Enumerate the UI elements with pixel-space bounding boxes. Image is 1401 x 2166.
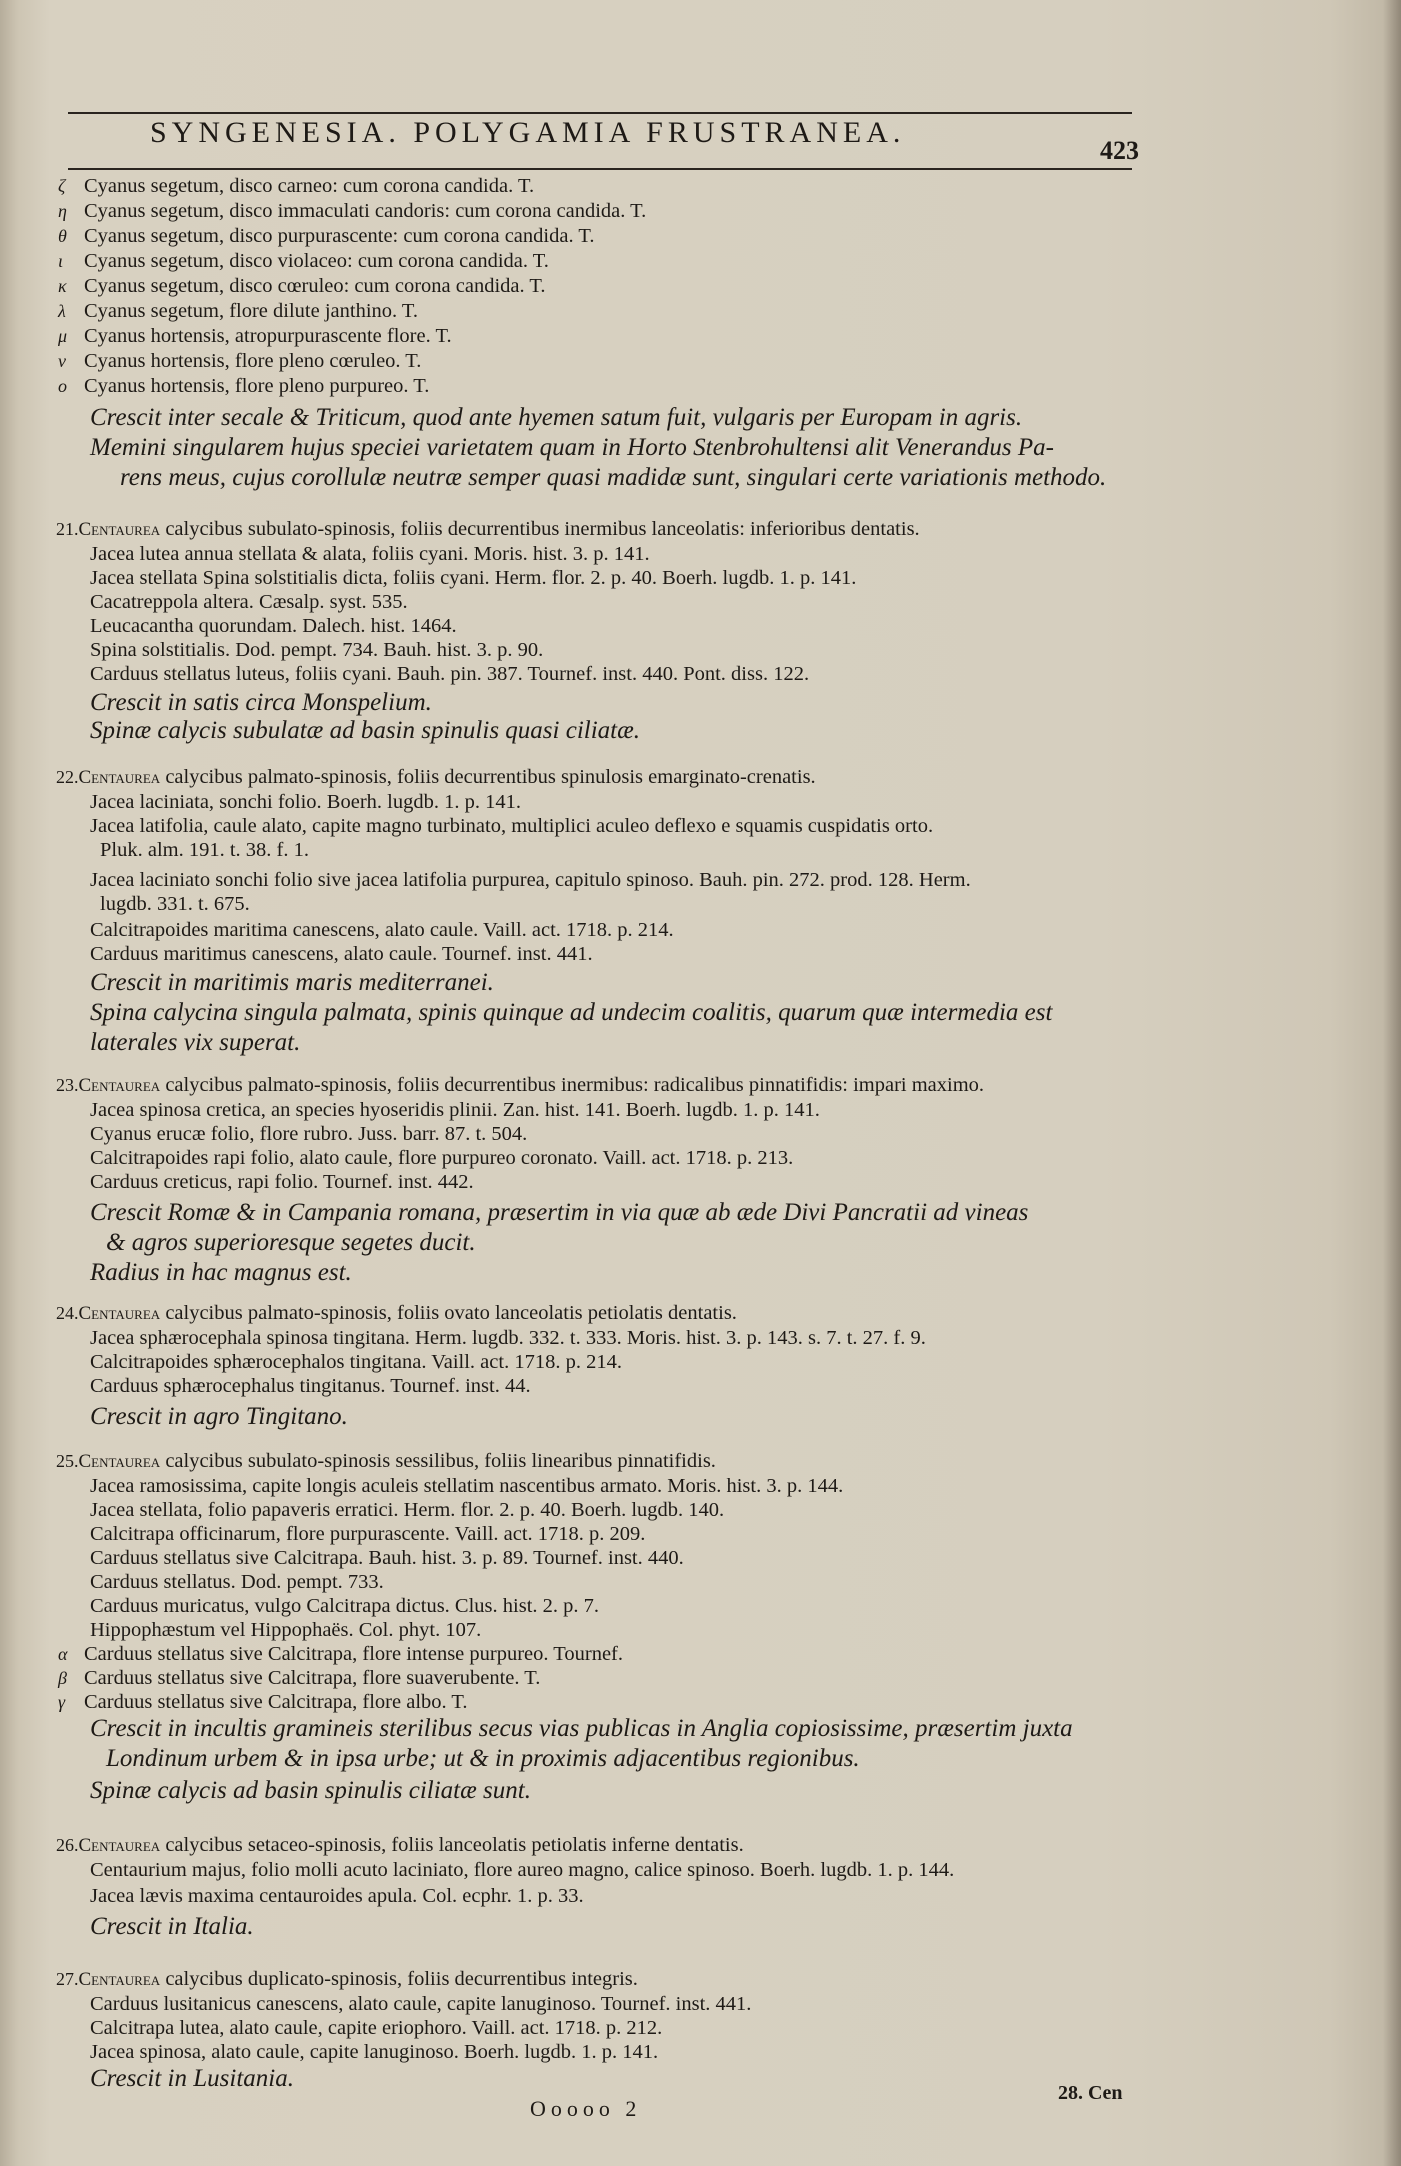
- species-heading: 21.Centaurea calycibus subulato-spinosis, foliis decurrentibus inermibus lanceolatis: inferioribus dentatis.: [56, 518, 920, 540]
- variety-line: θ Cyanus segetum, disco purpurascente: cum corona candida. T.: [58, 225, 595, 247]
- variety-line: β Carduus stellatus sive Calcitrapa, flore suaverubente. T.: [58, 1667, 541, 1689]
- species-heading: 22.Centaurea calycibus palmato-spinosis, foliis decurrentibus spinulosis emarginato-crenatis.: [56, 766, 816, 788]
- synonym-line: Carduus creticus, rapi folio. Tournef. inst. 442.: [90, 1171, 474, 1193]
- synonym-line: Jacea spinosa cretica, an species hyoseridis plinii. Zan. hist. 141. Boerh. lugdb. 1. p. 141.: [90, 1099, 820, 1121]
- variety-line: γ Carduus stellatus sive Calcitrapa, flore albo. T.: [58, 1691, 468, 1713]
- observation-note: Radius in hac magnus est.: [90, 1259, 352, 1286]
- page-number: 423: [1100, 136, 1139, 165]
- synonym-line: Jacea lutea annua stellata & alata, foliis cyani. Moris. hist. 3. p. 141.: [90, 543, 650, 565]
- synonym-line: Carduus lusitanicus canescens, alato caule, capite lanuginoso. Tournef. inst. 441.: [90, 1993, 752, 2015]
- observation-note: Spinæ calycis subulatæ ad basin spinulis quasi ciliatæ.: [90, 717, 641, 744]
- synonym-line: Cacatreppola altera. Cæsalp. syst. 535.: [90, 591, 408, 613]
- observation-note: laterales vix superat.: [90, 1029, 301, 1056]
- synonym-line: Carduus sphærocephalus tingitanus. Tournef. inst. 44.: [90, 1375, 531, 1397]
- synonym-line: Jacea stellata Spina solstitialis dicta, foliis cyani. Herm. flor. 2. p. 40. Boerh. lugdb. 1. p. 141.: [90, 567, 857, 589]
- synonym-line: Spina solstitialis. Dod. pempt. 734. Bauh. hist. 3. p. 90.: [90, 639, 544, 661]
- variety-line: μ Cyanus hortensis, atropurpurascente flore. T.: [58, 325, 452, 347]
- habitat-note: Crescit in satis circa Monspelium.: [90, 689, 432, 716]
- species-heading: 23.Centaurea calycibus palmato-spinosis, foliis decurrentibus inermibus: radicalibus pinnatifidis: impari maximo.: [56, 1074, 985, 1096]
- variety-line: κ Cyanus segetum, disco cœruleo: cum corona candida. T.: [58, 275, 546, 297]
- head-rule-bottom: [68, 168, 1132, 170]
- synonym-line: Cyanus erucæ folio, flore rubro. Juss. barr. 87. t. 504.: [90, 1123, 528, 1145]
- variety-line: λ Cyanus segetum, flore dilute janthino. T.: [58, 300, 419, 322]
- habitat-note: Crescit inter secale & Triticum, quod ante hyemen satum fuit, vulgaris per Europam in agris.: [90, 404, 1023, 431]
- synonym-line: Carduus muricatus, vulgo Calcitrapa dictus. Clus. hist. 2. p. 7.: [90, 1595, 600, 1617]
- habitat-note-continued: & agros superioresque segetes ducit.: [106, 1229, 476, 1256]
- synonym-line: Carduus stellatus luteus, foliis cyani. Bauh. pin. 387. Tournef. inst. 440. Pont. diss. 122.: [90, 663, 810, 685]
- running-head: SYNGENESIA. POLYGAMIA FRUSTRANEA.: [150, 116, 906, 149]
- synonym-line: Jacea laciniata, sonchi folio. Boerh. lugdb. 1. p. 141.: [90, 791, 521, 813]
- habitat-note: Crescit in maritimis maris mediterranei.: [90, 969, 494, 996]
- synonym-line: Calcitrapoides maritima canescens, alato caule. Vaill. act. 1718. p. 214.: [90, 919, 674, 941]
- variety-line: α Carduus stellatus sive Calcitrapa, flore intense purpureo. Tournef.: [58, 1643, 624, 1665]
- variety-line: ο Cyanus hortensis, flore pleno purpureo. T.: [58, 375, 430, 397]
- habitat-note: Crescit in Italia.: [90, 1913, 254, 1940]
- observation-note: Spinæ calycis ad basin spinulis ciliatæ sunt.: [90, 1777, 531, 1804]
- observation-note: Spina calycina singula palmata, spinis quinque ad undecim coalitis, quarum quæ intermedia est: [90, 999, 1053, 1026]
- synonym-line: Leucacantha quorundam. Dalech. hist. 1464.: [90, 615, 457, 637]
- synonym-line: Jacea lævis maxima centauroides apula. Col. ecphr. 1. p. 33.: [90, 1885, 584, 1907]
- synonym-line: Centaurium majus, folio molli acuto laciniato, flore aureo magno, calice spinoso. Boerh. lugdb. 1. p. 144.: [90, 1859, 955, 1881]
- synonym-line: Jacea laciniato sonchi folio sive jacea latifolia purpurea, capitulo spinoso. Bauh. pin. 272. prod. 128. Herm.: [90, 869, 971, 891]
- observation-note: Memini singularem hujus speciei varietatem quam in Horto Stenbrohultensi alit Venerandus Pa-: [90, 434, 1055, 461]
- species-heading: 24.Centaurea calycibus palmato-spinosis, foliis ovato lanceolatis petiolatis dentatis.: [56, 1302, 737, 1324]
- species-heading: 26.Centaurea calycibus setaceo-spinosis, foliis lanceolatis petiolatis inferne dentatis.: [56, 1834, 744, 1856]
- observation-note: rens meus, cujus corollulæ neutræ semper quasi madidæ sunt, singulari certe variationis methodo.: [120, 464, 1107, 491]
- catchword: 28. Cen: [1058, 2082, 1123, 2104]
- synonym-line: Carduus maritimus canescens, alato caule. Tournef. inst. 441.: [90, 943, 593, 965]
- synonym-line: Calcitrapa lutea, alato caule, capite eriophoro. Vaill. act. 1718. p. 212.: [90, 2017, 663, 2039]
- species-heading: 27.Centaurea calycibus duplicato-spinosis, foliis decurrentibus integris.: [56, 1968, 638, 1990]
- synonym-line: Carduus stellatus. Dod. pempt. 733.: [90, 1571, 384, 1593]
- synonym-line: Pluk. alm. 191. t. 38. f. 1.: [100, 839, 309, 861]
- habitat-note: Crescit in incultis gramineis sterilibus secus vias publicas in Anglia copiosissime, præsertim juxta: [90, 1715, 1073, 1742]
- habitat-note-continued: Londinum urbem & in ipsa urbe; ut & in proximis adjacentibus regionibus.: [106, 1745, 860, 1772]
- head-rule-top: [68, 112, 1132, 114]
- synonym-line: lugdb. 331. t. 675.: [100, 893, 250, 915]
- variety-line: ν Cyanus hortensis, flore pleno cœruleo. T.: [58, 350, 422, 372]
- synonym-line: Jacea ramosissima, capite longis aculeis stellatim nascentibus armato. Moris. hist. 3. p. 144.: [90, 1475, 844, 1497]
- synonym-line: Calcitrapoides sphærocephalos tingitana. Vaill. act. 1718. p. 214.: [90, 1351, 622, 1373]
- signature-mark: Ooooo 2: [530, 2096, 642, 2121]
- synonym-line: Jacea sphærocephala spinosa tingitana. Herm. lugdb. 332. t. 333. Moris. hist. 3. p. 143. s. 7. t. 27. f. 9.: [90, 1327, 926, 1349]
- synonym-line: Calcitrapoides rapi folio, alato caule, flore purpureo coronato. Vaill. act. 1718. p. 213.: [90, 1147, 794, 1169]
- synonym-line: Hippophæstum vel Hippophaës. Col. phyt. 107.: [90, 1619, 482, 1641]
- synonym-line: Jacea stellata, folio papaveris erratici. Herm. flor. 2. p. 40. Boerh. lugdb. 140.: [90, 1499, 725, 1521]
- habitat-note: Crescit in Lusitania.: [90, 2065, 294, 2092]
- variety-line: ζ Cyanus segetum, disco carneo: cum corona candida. T.: [58, 175, 535, 197]
- synonym-line: Jacea latifolia, caule alato, capite magno turbinato, multiplici aculeo deflexo e squamis cuspidatis orto.: [90, 815, 934, 837]
- species-heading: 25.Centaurea calycibus subulato-spinosis sessilibus, foliis linearibus pinnatifidis.: [56, 1450, 716, 1472]
- variety-line: η Cyanus segetum, disco immaculati candoris: cum corona candida. T.: [58, 200, 647, 222]
- synonym-line: Calcitrapa officinarum, flore purpurascente. Vaill. act. 1718. p. 209.: [90, 1523, 646, 1545]
- variety-line: ι Cyanus segetum, disco violaceo: cum corona candida. T.: [58, 250, 549, 272]
- habitat-note: Crescit Romæ & in Campania romana, præsertim in via quæ ab æde Divi Pancratii ad vineas: [90, 1199, 1029, 1226]
- habitat-note: Crescit in agro Tingitano.: [90, 1403, 348, 1430]
- synonym-line: Carduus stellatus sive Calcitrapa. Bauh. hist. 3. p. 89. Tournef. inst. 440.: [90, 1547, 684, 1569]
- synonym-line: Jacea spinosa, alato caule, capite lanuginoso. Boerh. lugdb. 1. p. 141.: [90, 2041, 659, 2063]
